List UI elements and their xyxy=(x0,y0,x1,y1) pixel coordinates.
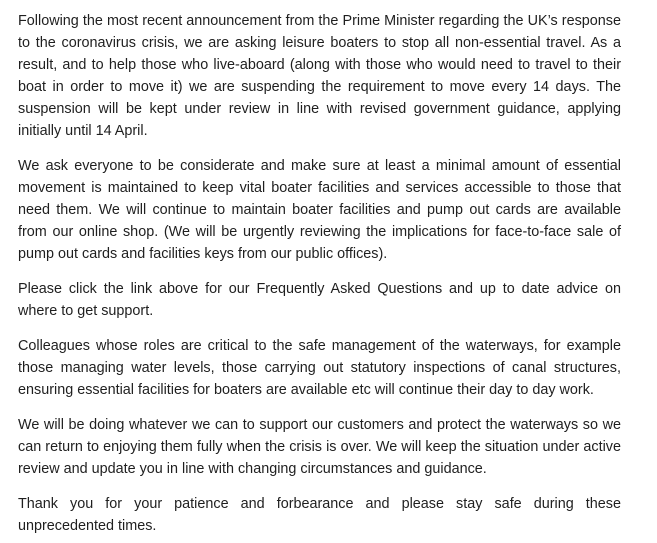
paragraph-faq-link: Please click the link above for our Frequently Asked Questions and up to date advice on where to get support. xyxy=(18,281,621,319)
paragraph-support-customers: We will be doing whatever we can to support our customers and protect the waterways so we can return to enjoying them fully when the crisis is over. We will keep the situation under active review and update you in line with changing circumstances and guidance. xyxy=(18,417,621,477)
paragraph-critical-colleagues: Colleagues whose roles are critical to the safe management of the waterways, for example those managing water levels, those carrying out statutory inspections of canal structures, ensuring essential facilities for boaters are available etc will continue their day to day work. xyxy=(18,338,621,398)
paragraph-thank-you: Thank you for your patience and forbearance and please stay safe during these unprecedented times. xyxy=(18,496,621,534)
paragraph-essential-movement: We ask everyone to be considerate and make sure at least a minimal amount of essential movement is maintained to keep vital boater facilities and services accessible to those that need them. We will continue to maintain boater facilities and pump out cards are available from our online shop. (We will be urgently reviewing the implications for face-to-face sale of pump out cards and facilities keys from our public offices). xyxy=(18,158,621,262)
paragraph-travel-suspension: Following the most recent announcement from the Prime Minister regarding the UK’s response to the coronavirus crisis, we are asking leisure boaters to stop all non-essential travel. As a result, and to help those who live-aboard (along with those who would need to travel to their boat in order to move it) we are suspending the requirement to move every 14 days. The suspension will be kept under review in line with revised government guidance, applying initially until 14 April. xyxy=(18,13,621,139)
